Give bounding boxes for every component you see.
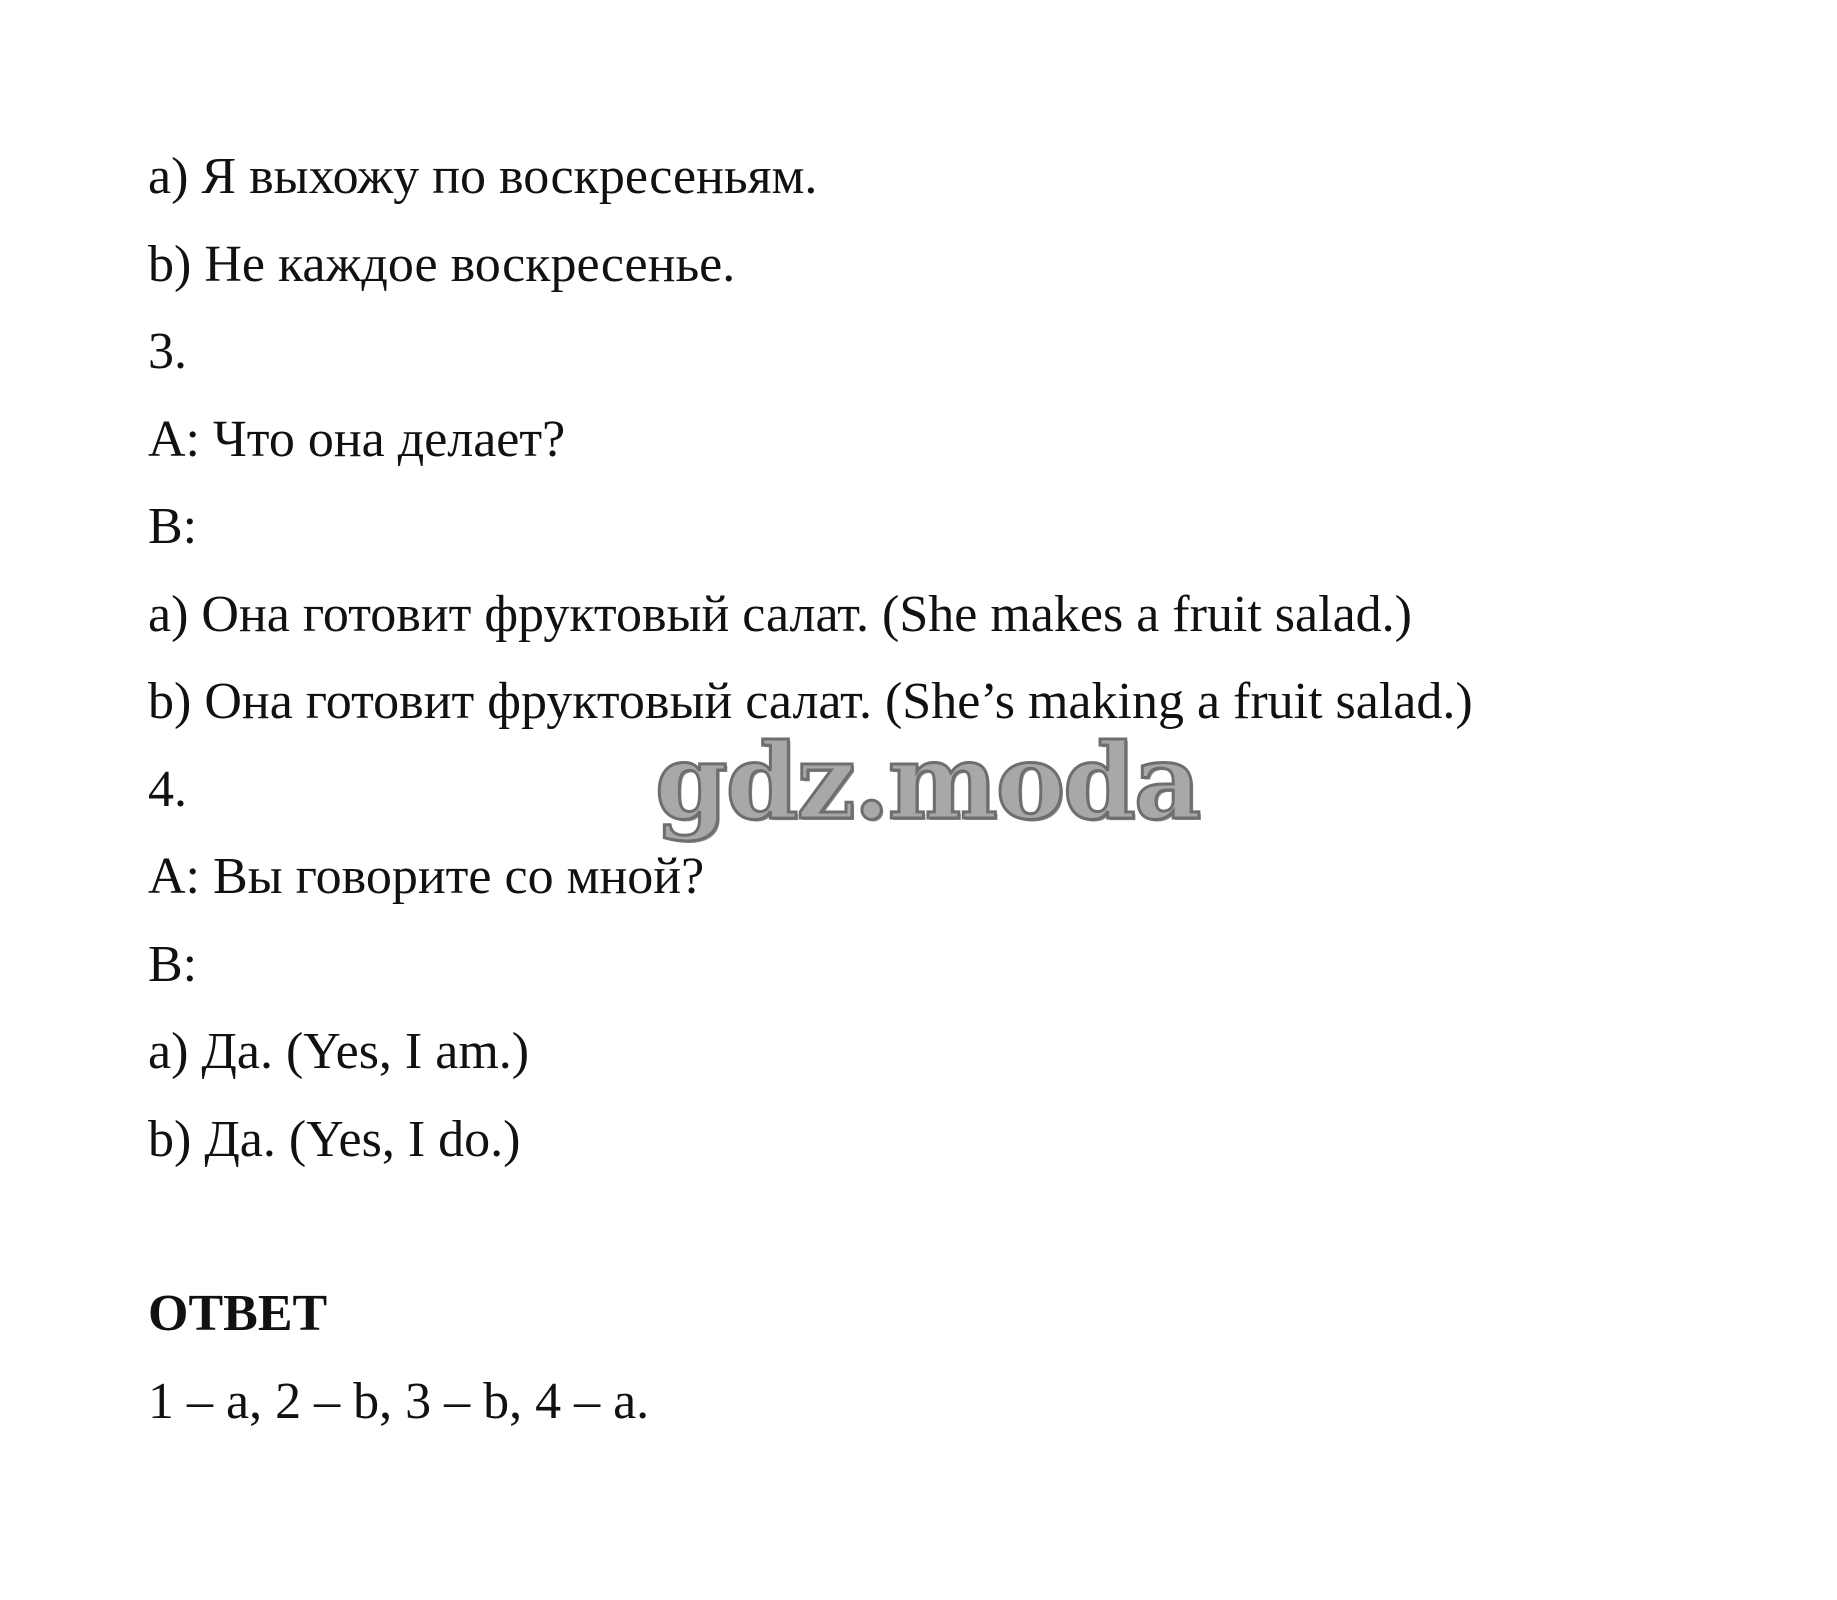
text-line-1: a) Я выхожу по воскресеньям. xyxy=(148,148,818,205)
option-a-line: a) Она готовит фруктовый салат. (She makes a fruit salad.) xyxy=(148,586,1412,643)
question-a-line: A: Что она делает? xyxy=(148,411,566,468)
option-a-line-2: a) Да. (Yes, I am.) xyxy=(148,1023,530,1080)
watermark-logo: gdz.moda xyxy=(655,720,1200,843)
option-b-line-2: b) Да. (Yes, I do.) xyxy=(148,1111,521,1168)
speaker-b-line: B: xyxy=(148,498,198,555)
speaker-b-line-2: B: xyxy=(148,936,198,993)
option-b-line: b) Она готовит фруктовый салат. (She’s making a fruit salad.) xyxy=(148,673,1473,730)
text-line-2: b) Не каждое воскресенье. xyxy=(148,236,736,293)
answer-text: 1 – a, 2 – b, 3 – b, 4 – a. xyxy=(148,1373,650,1430)
item-number-4: 4. xyxy=(148,761,187,818)
question-a-line-2: A: Вы говорите со мной? xyxy=(148,848,705,905)
item-number-3: 3. xyxy=(148,323,187,380)
answer-heading: ОТВЕТ xyxy=(148,1285,328,1342)
